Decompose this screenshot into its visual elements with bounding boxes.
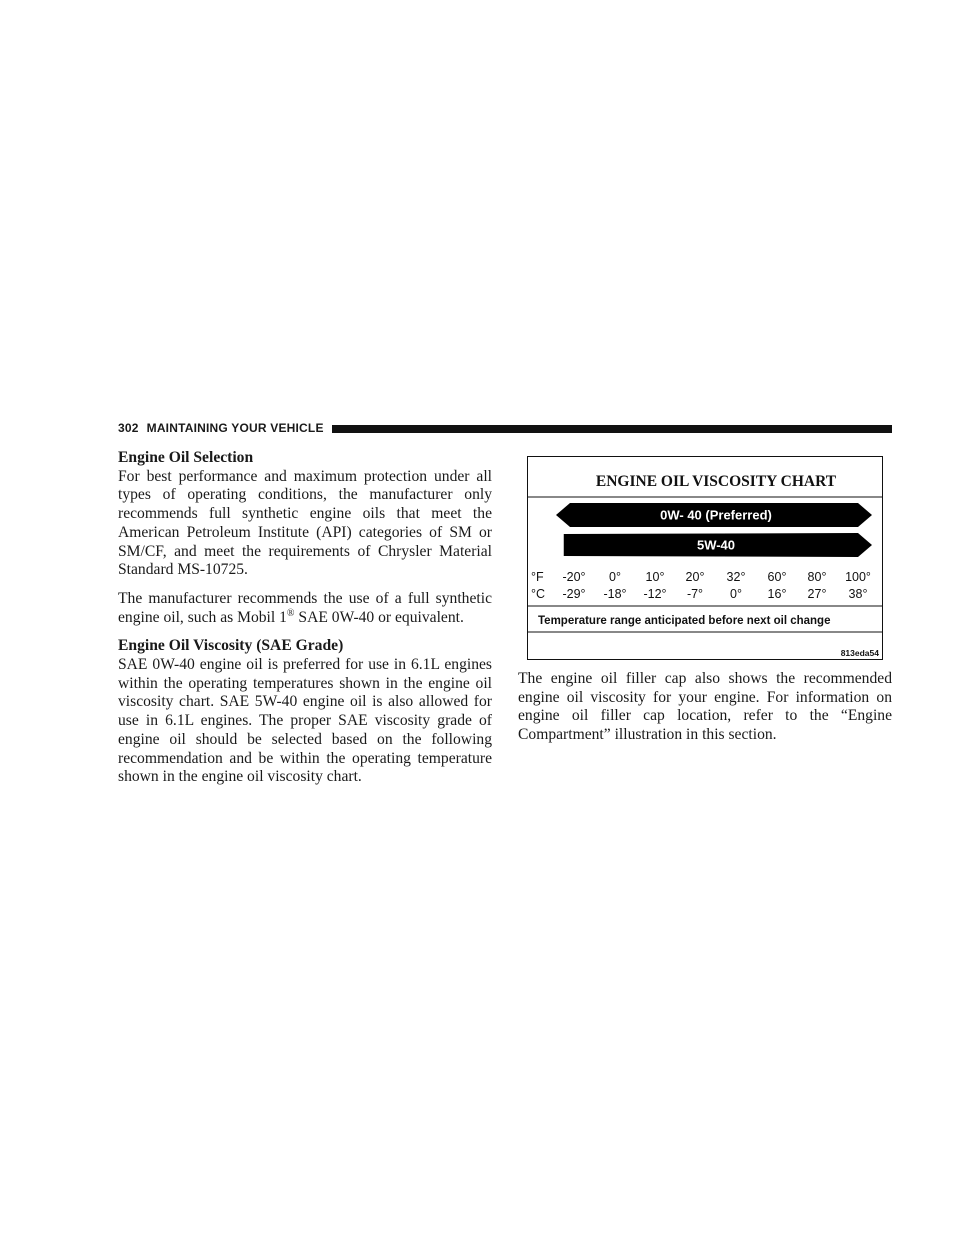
tick-c-label: -12°	[643, 587, 667, 601]
tick-c-label: 16°	[767, 587, 787, 601]
paragraph-filler-cap: The engine oil filler cap also shows the recommended engine oil viscosity for your engine. For information on engine oil filler cap location, refer to the “Engine Compartment” illustration in this section.	[518, 670, 892, 744]
paragraph-recommendation	[118, 590, 492, 627]
tick-c-label: -18°	[603, 587, 627, 601]
viscosity-chart-svg	[528, 457, 882, 659]
right-column	[518, 670, 892, 745]
tick-f-label: 60°	[767, 570, 787, 584]
tick-c-label: 0°	[730, 587, 742, 601]
unit-c: °C	[531, 587, 546, 601]
page-number: 302	[118, 421, 139, 435]
bar-0w40-label: 0W- 40 (Preferred)	[660, 507, 772, 523]
viscosity-chart	[527, 456, 883, 660]
tick-f-label: -20°	[562, 570, 586, 584]
paragraph-viscosity: SAE 0W-40 engine oil is preferred for use in 6.1L engines within the operating temperatures shown in the engine oil viscosity chart. SAE 5W-40 engine oil is also allowed for use in 6.1L engines. The proper SAE viscosity grade of engine oil should be selected based on the following recommendation and be within the operating temperature shown in the engine oil viscosity chart.	[118, 656, 492, 786]
paragraph-oil-selection: For best performance and maximum protection under all types of operating conditions, the manufacturer only recommends full synthetic engine oils that meet the American Petroleum Institute (API) categories of SM or SM/CF, and meet the requirements of Chrysler Material Standard MS-10725.	[118, 467, 492, 579]
section-title: MAINTAINING YOUR VEHICLE	[146, 421, 324, 435]
tick-c-label: -7°	[686, 587, 704, 601]
chart-title: ENGINE OIL VISCOSITY CHART	[595, 473, 837, 490]
tick-f-label: 10°	[645, 570, 665, 584]
tick-f-label: 80°	[807, 570, 827, 584]
page-header	[118, 420, 892, 436]
registered-mark: ®	[286, 607, 295, 619]
x-axis-label: Temperature range anticipated before next oil change	[538, 615, 831, 627]
header-rule	[332, 425, 892, 433]
tick-f-label: 100°	[845, 570, 871, 584]
left-column	[118, 449, 492, 787]
tick-f-label: 32°	[726, 570, 746, 584]
tick-f-label: 0°	[609, 570, 621, 584]
figure-code: 813eda54	[840, 648, 879, 658]
tick-c-label: 27°	[807, 587, 827, 601]
heading-viscosity: Engine Oil Viscosity (SAE Grade)	[118, 637, 344, 655]
recommendation-text-end: SAE 0W-40 or equivalent.	[294, 608, 464, 626]
heading-engine-oil-selection: Engine Oil Selection	[118, 449, 254, 466]
bar-5w40-label: 5W-40	[696, 537, 736, 553]
tick-c-label: -29°	[562, 587, 586, 601]
tick-f-label: 20°	[685, 570, 705, 584]
unit-f: °F	[531, 570, 544, 584]
recommendation-text-start: The manufacturer recommends the use of a full synthetic engine oil, such as Mobil 1	[118, 589, 492, 626]
tick-c-label: 38°	[848, 587, 868, 601]
ticks-fahrenheit	[562, 570, 870, 584]
ticks-celsius	[562, 587, 867, 601]
